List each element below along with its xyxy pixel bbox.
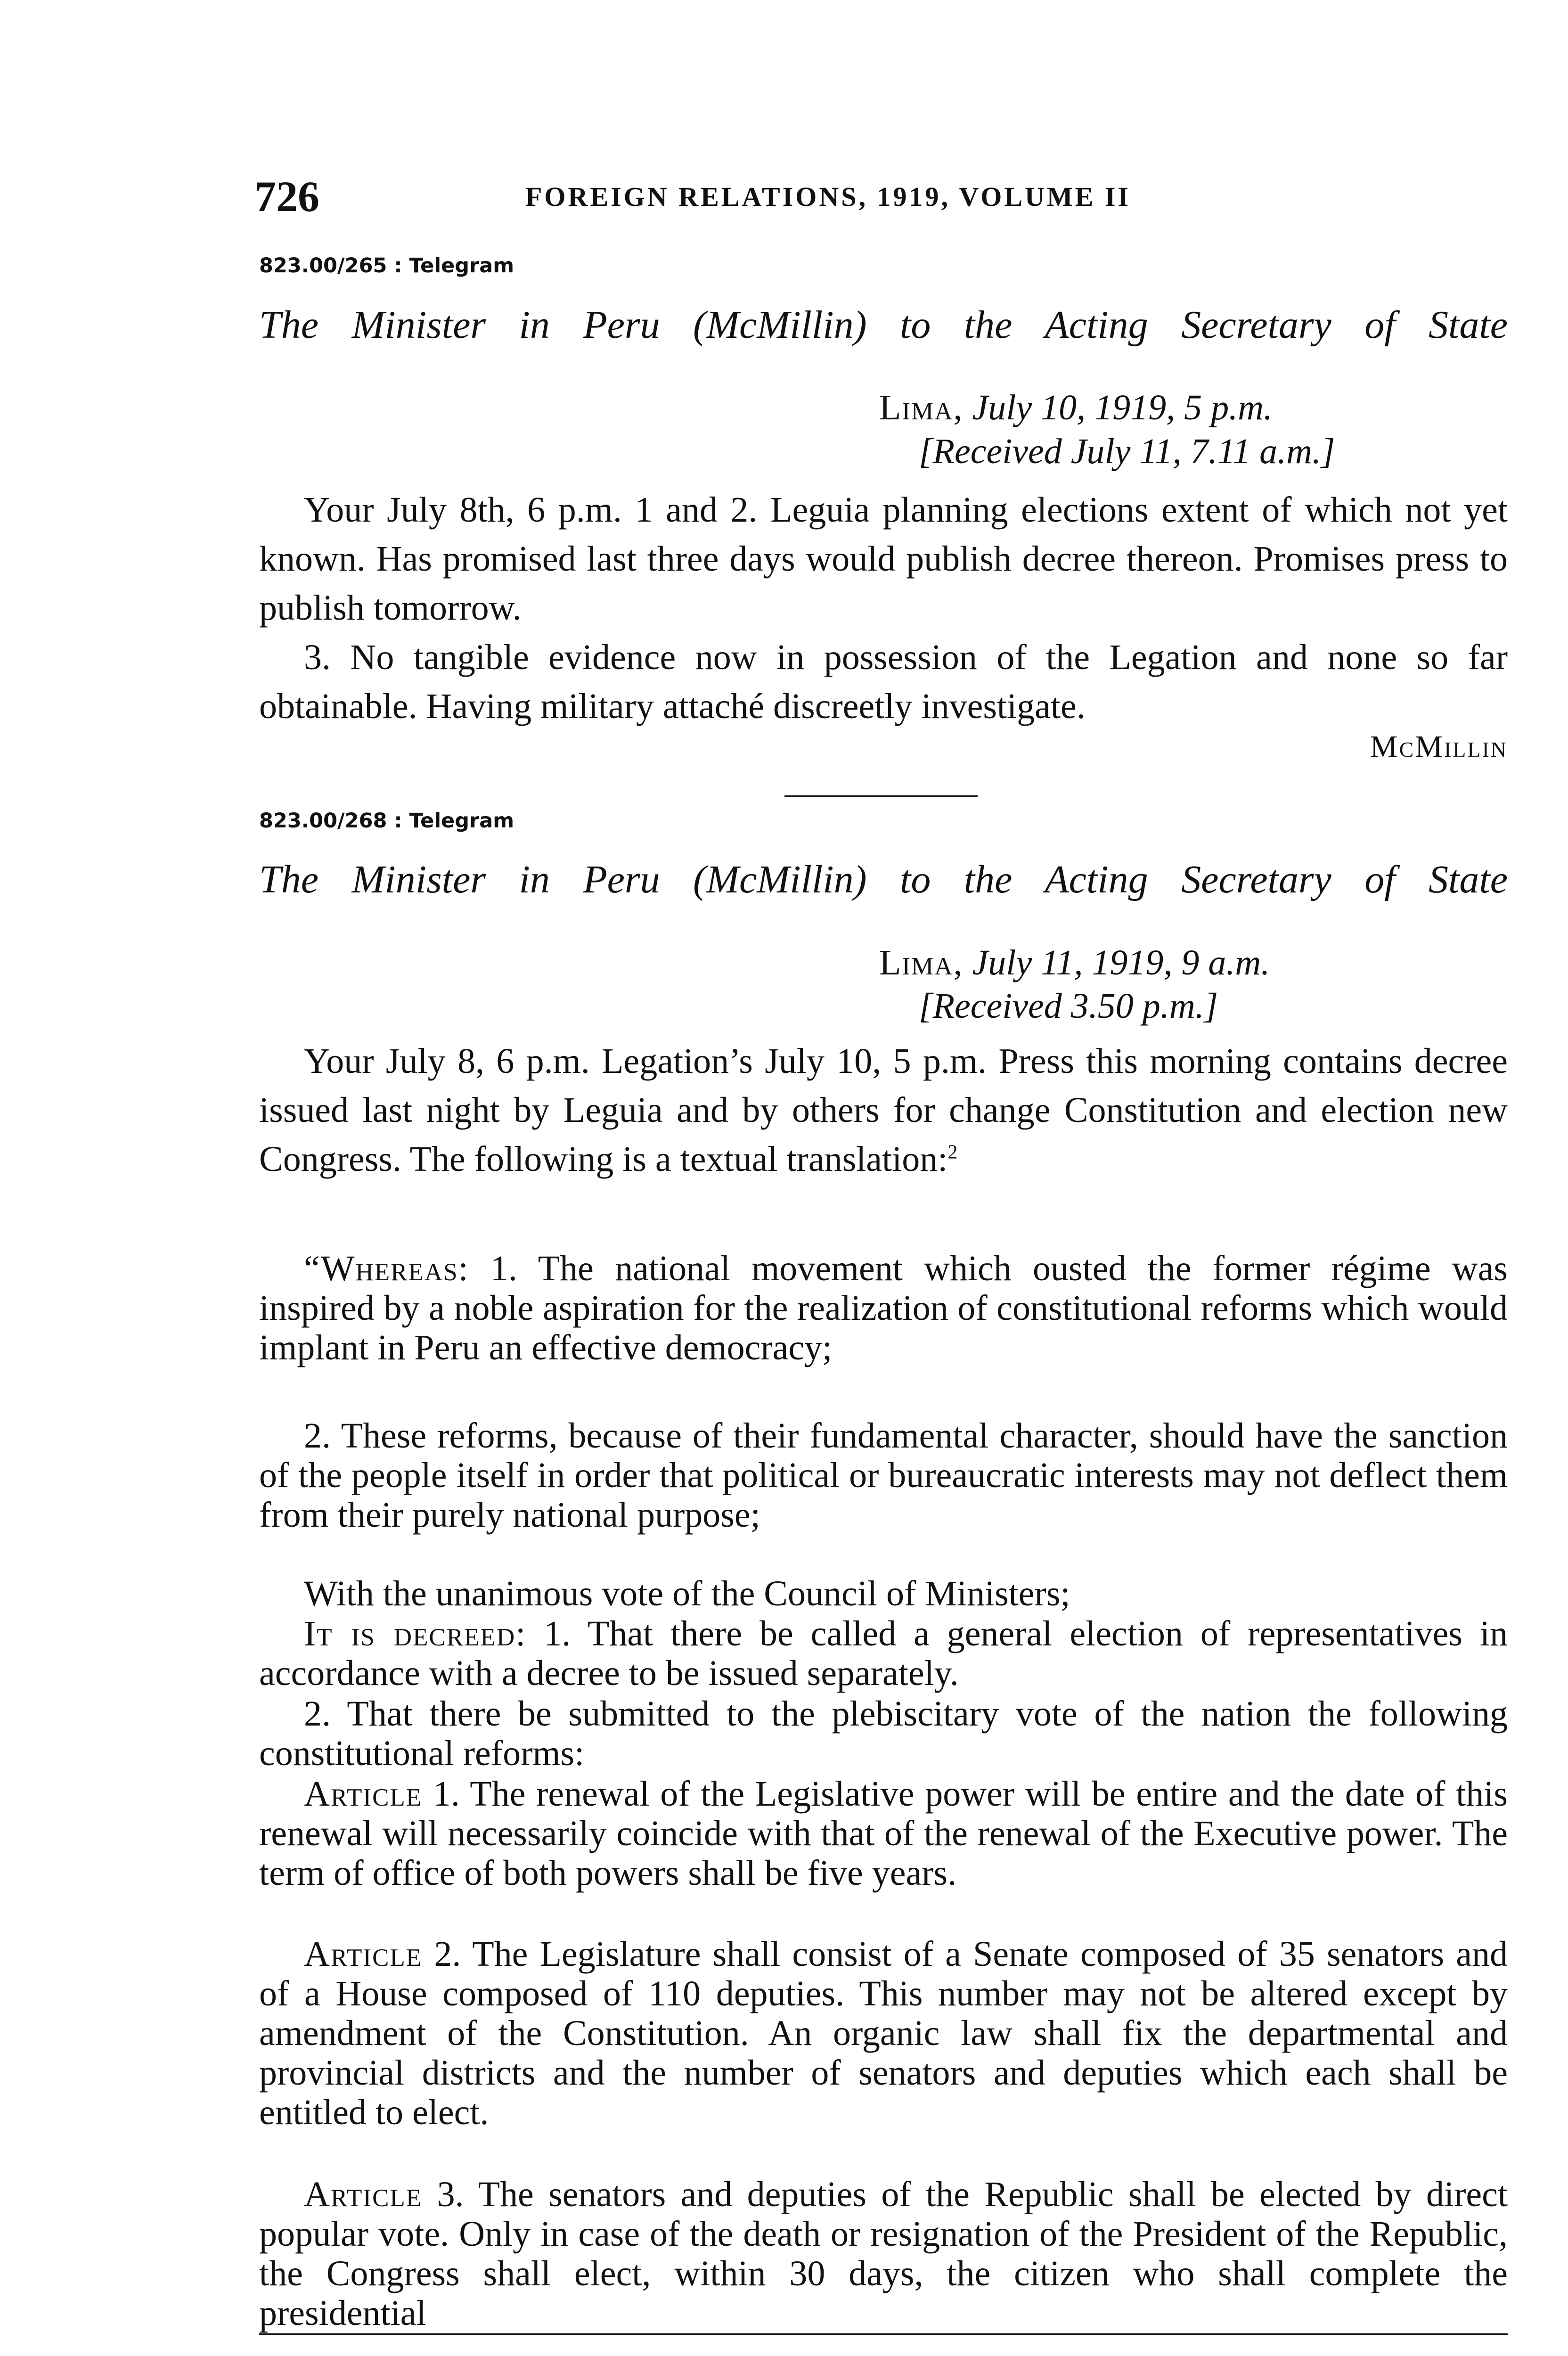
article-1 <box>259 1774 1508 1893</box>
received-2: [Received 3.50 p.m.] <box>919 986 1218 1026</box>
article-3-text: 3. The senators and deputies of the Republic shall be elected by direct popular vote. Only in case of the death or resignation of the President of the Republic, the Congress shall elect, within 30 days, the citizen who shall complete the presidential <box>259 2175 1508 2333</box>
intro-paragraph <box>259 1037 1508 1184</box>
article-2 <box>259 1934 1508 2132</box>
paragraph-1: Your July 8th, 6 p.m. 1 and 2. Leguia planning elections extent of which not yet known. Has promised last three days would publish decree thereon. Promises press to publish tomorrow. <box>259 490 1508 628</box>
file-reference-1: 823.00/265 : Telegram <box>259 254 514 278</box>
file-reference-2: 823.00/268 : Telegram <box>259 809 514 833</box>
council-vote: With the unanimous vote of the Council of Ministers; <box>304 1574 1070 1613</box>
section-divider <box>784 795 978 797</box>
document-title-2: The Minister in Peru (McMillin) to the Acting Secretary of State <box>259 858 1508 901</box>
place-2: Lima, <box>879 943 964 982</box>
whereas-1-text: 1. The national movement which ousted the former régime was inspired by a noble aspiration for the realization of constitutional reforms which would implant in Peru an effective democracy; <box>259 1249 1508 1367</box>
article-1-text: 1. The renewal of the Legislative power will be entire and the date of this renewal will necessarily coincide with that of the renewal of the Executive power. The term of office of both powers shall be five years. <box>259 1774 1508 1893</box>
article-2-text: 2. The Legislature shall consist of a Senate composed of 35 senators and of a House composed of 110 deputies. This number may not be altered except by amendment of the Constitution. An organic law shall fix the departmental and provincial districts and the number of senators and deputies which each shall be entitled to elect. <box>259 1934 1508 2132</box>
decreed-1-text: 1. That there be called a general election of representatives in accordance with a decree to be issued separately. <box>259 1614 1508 1693</box>
decreed-label: It is decreed: <box>304 1614 527 1653</box>
article-2-label: Article <box>304 1934 423 1974</box>
dateline-1 <box>879 386 1273 429</box>
footnote-reference: 2 <box>947 1141 958 1163</box>
document-title-1: The Minister in Peru (McMillin) to the Acting Secretary of State <box>259 303 1508 347</box>
whereas-2: 2. These reforms, because of their fundamental character, should have the sanction of the people itself in order that political or bureaucratic interests may not deflect them from their purely national purpose; <box>259 1416 1508 1535</box>
article-3-label: Article <box>304 2175 423 2214</box>
place-1: Lima, <box>879 388 964 427</box>
signature-1: McMillin <box>1370 729 1508 764</box>
article-1-label: Article <box>304 1774 423 1814</box>
received-1: [Received July 11, 7.11 a.m.] <box>919 432 1335 471</box>
page-header <box>254 172 1508 221</box>
paragraph-2: 3. No tangible evidence now in possession of the Legation and none so far obtainable. Having military attaché discreetly investigate. <box>259 638 1508 726</box>
whereas-1 <box>259 1249 1508 1367</box>
date-1: July 10, 1919, 5 p.m. <box>972 388 1273 427</box>
decreed-2: 2. That there be submitted to the plebiscitary vote of the nation the following constitutional reforms: <box>259 1694 1508 1773</box>
intro-text: Your July 8, 6 p.m. Legation’s July 10, 5 p.m. Press this morning contains decree issued last night by Leguia and by others for change Constitution and election new Congress. The following is a textual translation: <box>259 1041 1508 1179</box>
footnote-rule <box>259 2333 1508 2335</box>
page-number: 726 <box>254 172 319 221</box>
article-3 <box>259 2175 1508 2333</box>
dateline-2 <box>879 941 1270 984</box>
whereas-label: “Whereas: <box>304 1249 469 1288</box>
running-head: FOREIGN RELATIONS, 1919, VOLUME II <box>525 181 1131 212</box>
footnote <box>259 2351 1508 2356</box>
date-2: July 11, 1919, 9 a.m. <box>972 943 1270 982</box>
decreed-1 <box>259 1614 1508 1693</box>
